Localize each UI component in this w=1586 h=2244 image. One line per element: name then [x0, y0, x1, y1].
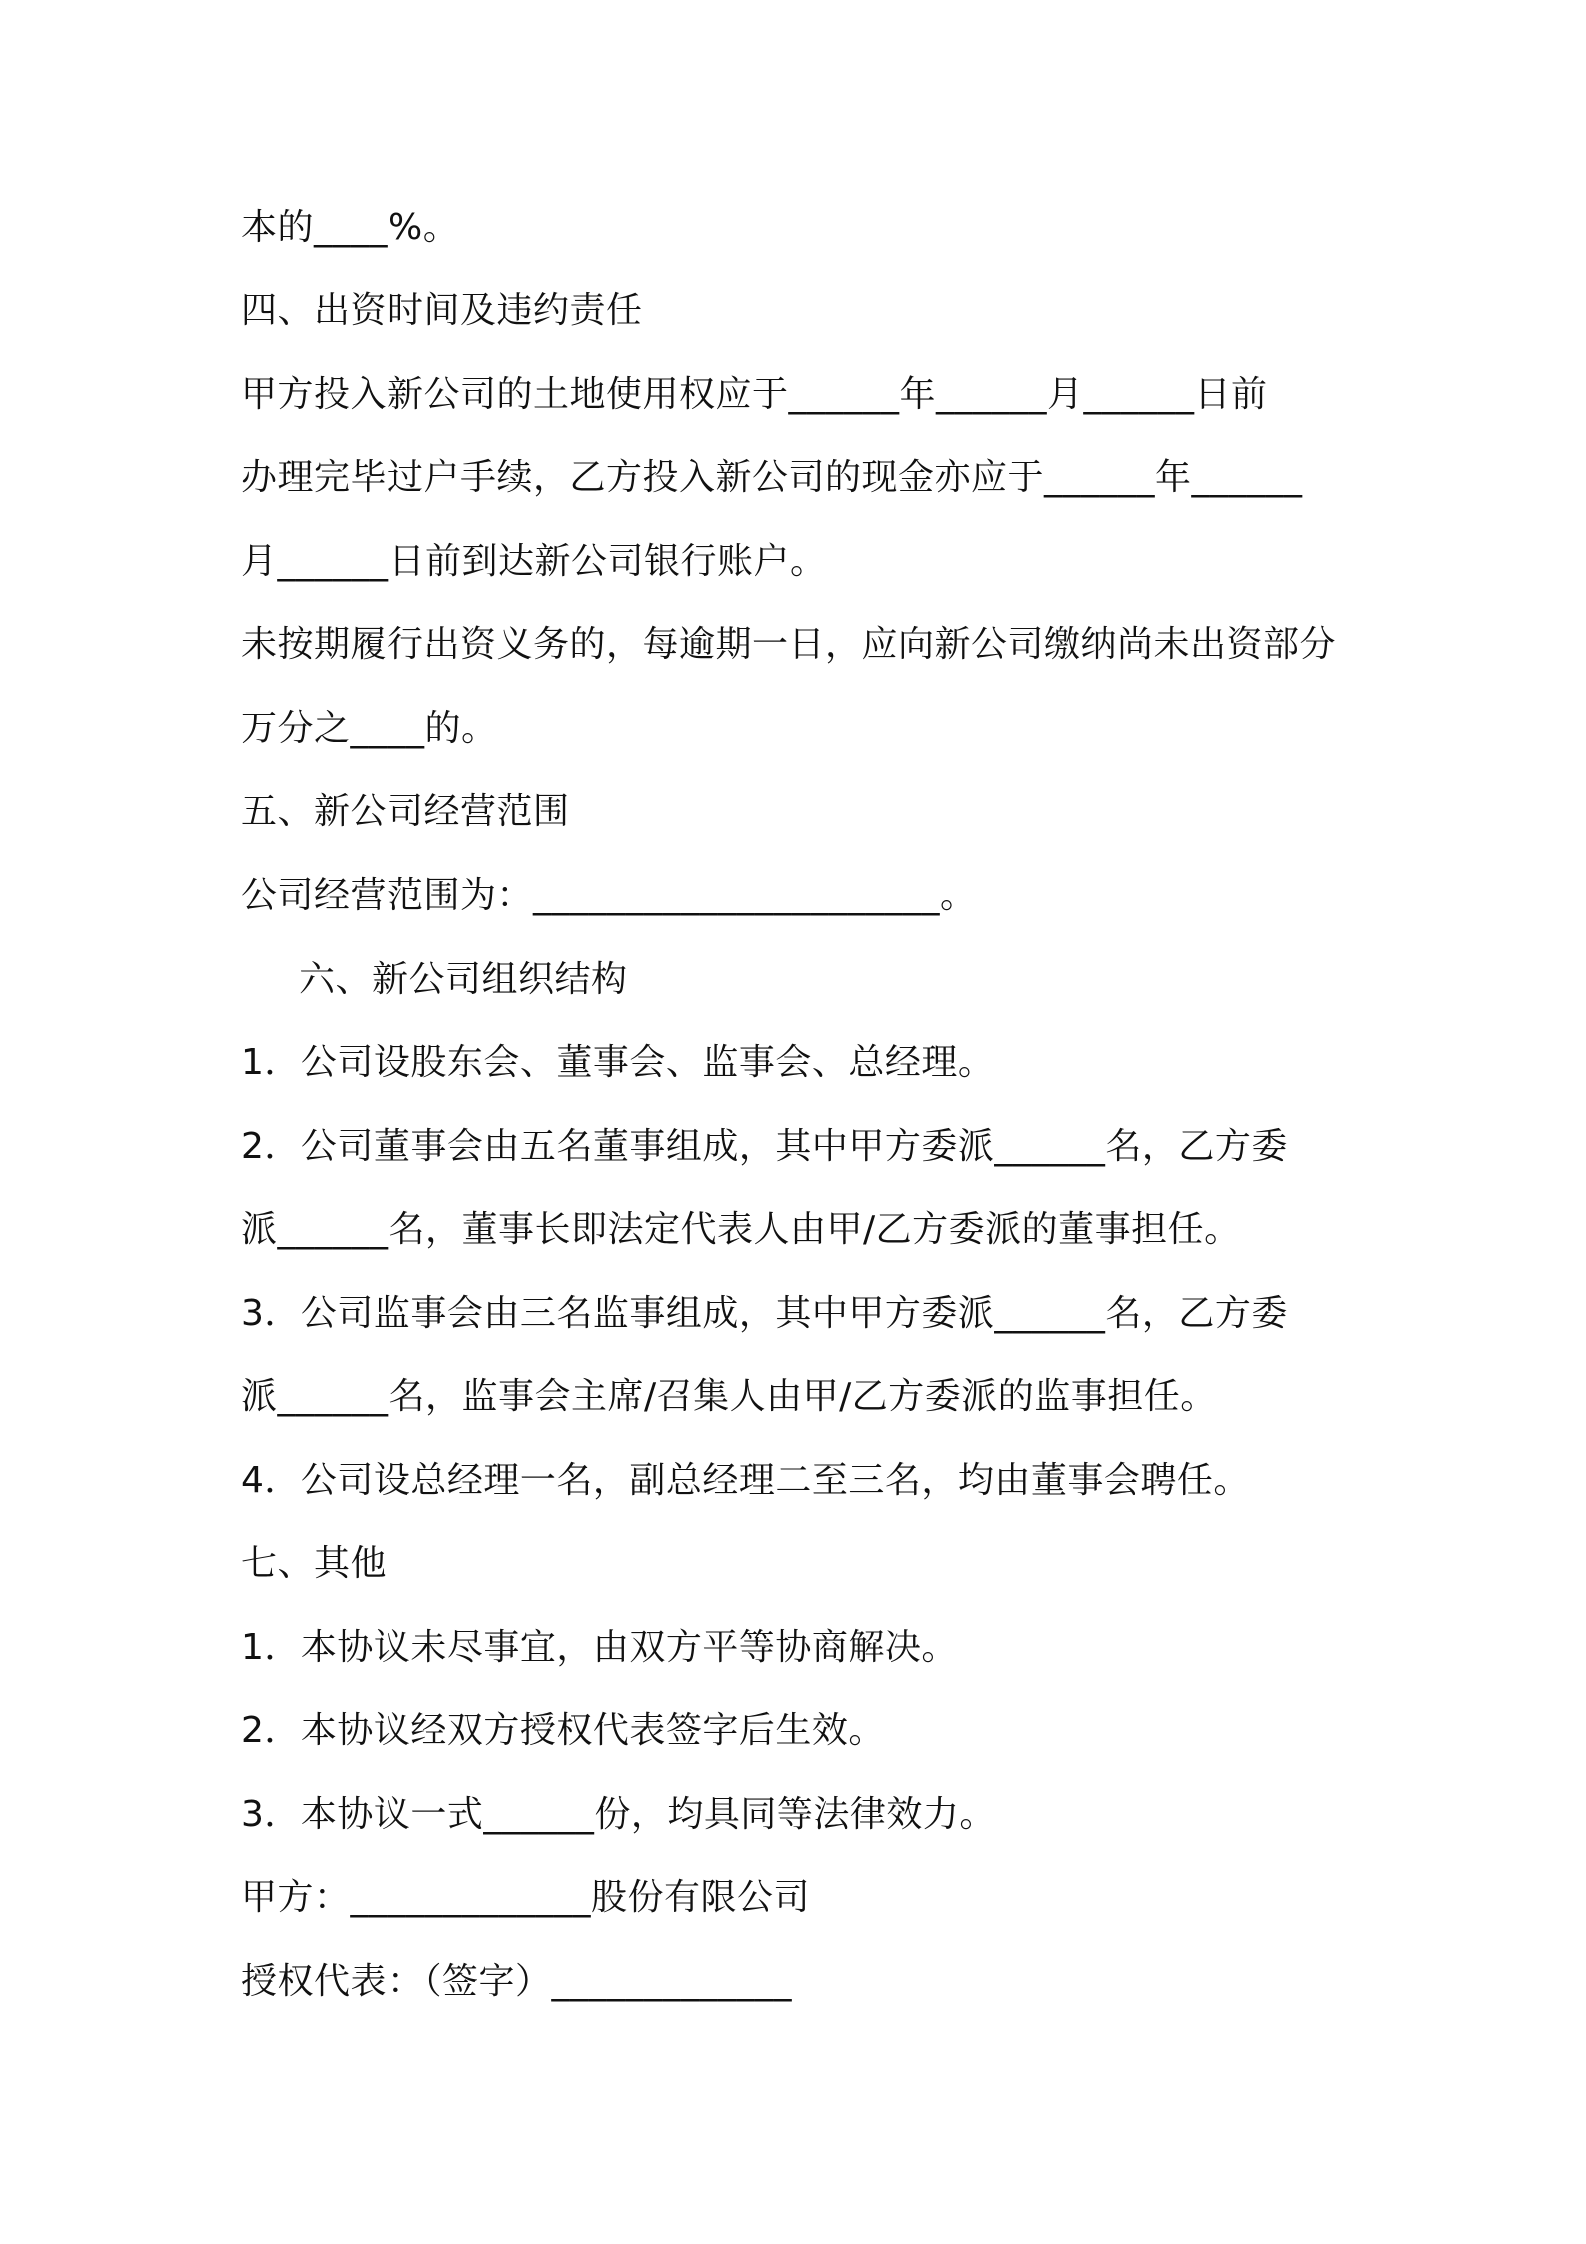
section-heading-7: 七、其他	[241, 1543, 388, 1584]
text-line: 2．本协议经双方授权代表签字后生效。	[241, 1710, 885, 1751]
section-heading-5: 五、新公司经营范围	[241, 791, 570, 832]
signature-representative: 授权代表：（签字）_____________	[241, 1961, 793, 2002]
signature-party-a: 甲方：_____________股份有限公司	[241, 1877, 811, 1918]
text-line: 本的____%。	[241, 207, 460, 248]
text-line: 月______日前到达新公司银行账户。	[241, 541, 827, 582]
text-line: 2．公司董事会由五名董事组成，其中甲方委派______名，乙方委	[241, 1126, 1288, 1167]
text-line: 甲方投入新公司的土地使用权应于______年______月______日前	[241, 374, 1268, 415]
text-line: 未按期履行出资义务的，每逾期一日，应向新公司缴纳尚未出资部分	[241, 624, 1337, 665]
text-line: 4．公司设总经理一名，副总经理二至三名，均由董事会聘任。	[241, 1460, 1250, 1501]
text-line: 3．本协议一式______份，均具同等法律效力。	[241, 1794, 996, 1835]
section-heading-6: 六、新公司组织结构	[299, 959, 628, 1000]
text-line: 办理完毕过户手续，乙方投入新公司的现金亦应于______年______	[241, 457, 1303, 498]
text-line: 1．公司设股东会、董事会、监事会、总经理。	[241, 1042, 995, 1083]
section-heading-4: 四、出资时间及违约责任	[241, 290, 643, 331]
text-line: 3．公司监事会由三名监事组成，其中甲方委派______名，乙方委	[241, 1293, 1288, 1334]
text-line: 公司经营范围为：______________________。	[241, 875, 977, 916]
text-line: 派______名，董事长即法定代表人由甲/乙方委派的董事担任。	[241, 1209, 1241, 1250]
text-line: 1．本协议未尽事宜，由双方平等协商解决。	[241, 1627, 958, 1668]
text-line: 派______名，监事会主席/召集人由甲/乙方委派的监事担任。	[241, 1376, 1217, 1417]
text-line: 万分之____的。	[241, 708, 498, 749]
